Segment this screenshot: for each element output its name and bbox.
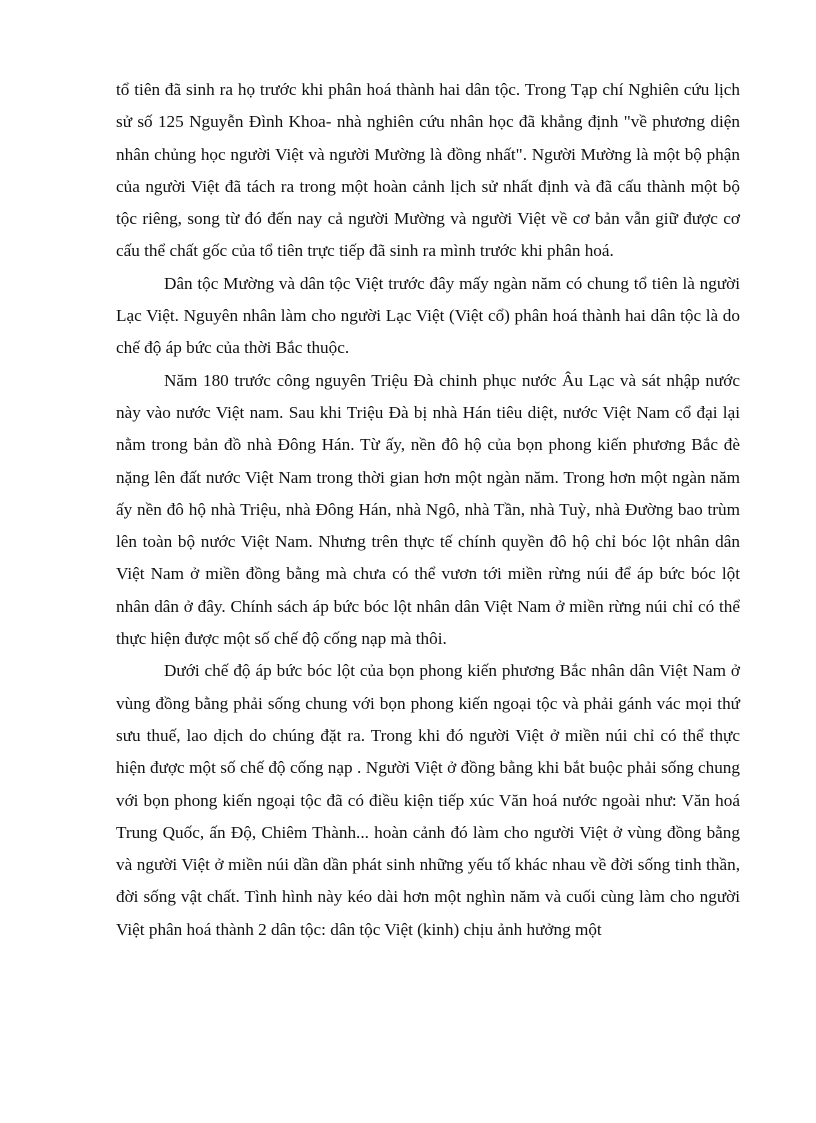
paragraph-4: Dưới chế độ áp bức bóc lột của bọn phong kiến phương Bắc nhân dân Việt Nam ở vùng đồng bằng phải sống chung với bọn phong kiến ngoại tộc và phải gánh vác mọi thứ sưu thuế, lao dịch do chúng đặt ra. Trong khi đó người Việt ở miền núi chỉ có thể thực hiện được một số chế độ cống nạp . Người Việt ở đồng bằng khi bắt buộc phải sống chung với bọn phong kiến ngoại tộc đã có điều kiện tiếp xúc Văn hoá nước ngoài như: Văn hoá Trung Quốc, ấn Độ, Chiêm Thành... hoàn cảnh đó làm cho người Việt ở vùng đồng bằng và người Việt ở miền núi dần dần phát sinh những yếu tố khác nhau về đời sống tinh thần, đời sống vật chất. Tình hình này kéo dài hơn một nghìn năm và cuối cùng làm cho người Việt phân hoá thành 2 dân tộc: dân tộc Việt (kinh) chịu ảnh hưởng một xyxy=(116,661,740,939)
document-page xyxy=(116,74,740,946)
paragraph-3: Năm 180 trước công nguyên Triệu Đà chinh phục nước Âu Lạc và sát nhập nước này vào nước Việt nam. Sau khi Triệu Đà bị nhà Hán tiêu diệt, nước Việt Nam cổ đại lại nằm trong bản đồ nhà Đông Hán. Từ ấy, nền đô hộ của bọn phong kiến phương Bắc đè nặng lên đất nước Việt Nam trong thời gian hơn một ngàn năm. Trong hơn một ngàn năm ấy nền đô hộ nhà Triệu, nhà Đông Hán, nhà Ngô, nhà Tần, nhà Tuỳ, nhà Đường bao trùm lên toàn bộ nước Việt Nam. Nhưng trên thực tế chính quyền đô hộ chỉ bóc lột nhân dân Việt Nam ở miền đồng bằng mà chưa có thể vươn tới miền rừng núi để áp bức bóc lột nhân dân ở đây. Chính sách áp bức bóc lột nhân dân Việt Nam ở miền rừng núi chỉ có thể thực hiện được một số chế độ cống nạp mà thôi. xyxy=(116,370,740,649)
paragraph-1: tổ tiên đã sinh ra họ trước khi phân hoá thành hai dân tộc. Trong Tạp chí Nghiên cứu lịch sử số 125 Nguyễn Đình Khoa- nhà nghiên cứu nhân học đã khẳng định "về phương diện nhân chủng học người Việt và người Mường là đồng nhất". Người Mường là một bộ phận của người Việt đã tách ra trong một hoàn cảnh lịch sử nhất định và đã cấu thành một bộ tộc riêng, song từ đó đến nay cả người Mường và người Việt về cơ bản vẫn giữ được cơ cấu thể chất gốc của tổ tiên trực tiếp đã sinh ra mình trước khi phân hoá. xyxy=(116,80,740,261)
paragraph-2: Dân tộc Mường và dân tộc Việt trước đây mấy ngàn năm có chung tổ tiên là người Lạc Việt. Nguyên nhân làm cho người Lạc Việt (Việt cổ) phân hoá thành hai dân tộc là do chế độ áp bức của thời Bắc thuộc. xyxy=(116,273,740,358)
